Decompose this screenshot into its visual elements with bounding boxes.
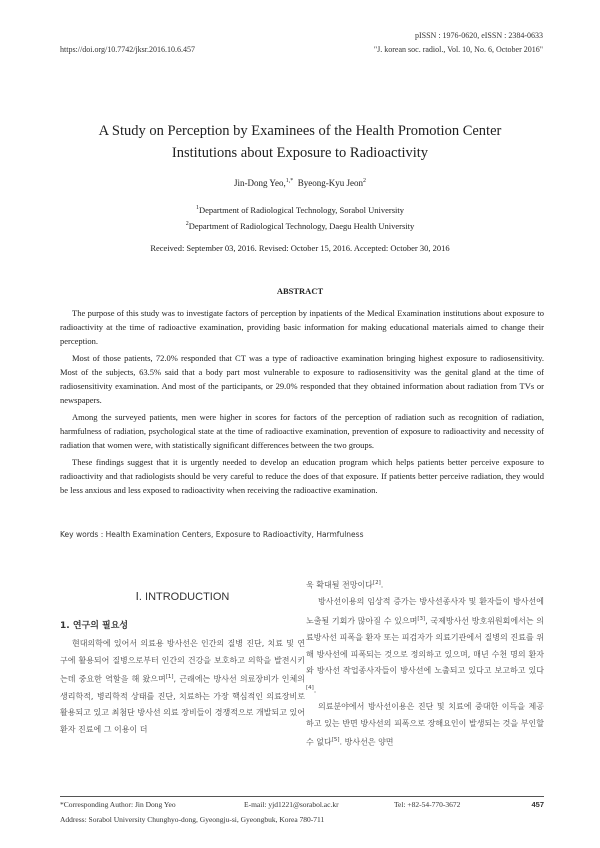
abstract-paragraph-3: Among the surveyed patients, men were higher in scores for factors of the perception of radiation such as recognition of radiation, harmfulness of radiation, psychological state at the time of radioactive examination, prevention of exposure to radioactivity and necessity of radiation that women were, with statistically significant differences between the two groups. bbox=[60, 412, 544, 450]
author-2-marker: 2 bbox=[363, 178, 366, 184]
citation-4[interactable]: [4] bbox=[306, 684, 314, 691]
issn-line: pISSN : 1976-0620, eISSN : 2384-0633 bbox=[414, 31, 543, 40]
intro-text-1a: 현대의학에 있어서 의료용 방사선은 인간의 질병 진단, 치료 및 연구에 활용되어 질병으로부터 인간의 건강을 보호하고 의학을 발전시키는데 중요한 역할을 해 왔으며 bbox=[60, 639, 305, 685]
intro-paragraph-cont bbox=[306, 575, 544, 594]
paper-title bbox=[40, 120, 560, 164]
abstract-paragraph-2: Most of those patients, 72.0% responded that CT was a type of radioactive examination bringing highest exposure to radiosensitivity. Most of the subjects, 63.5% said that a body part most vulnerable to exposure to radiosensitivity was the genital gland at the time of radiosensitivity examination. And most of the participants, or 29.0% responded that they obtained information about radiation from TVs or newspapers. bbox=[60, 353, 544, 405]
affiliation-1-text: Department of Radiological Technology, Sorabol University bbox=[198, 205, 404, 215]
intro-text-cont: 욱 확대될 전망이다 bbox=[306, 580, 373, 590]
keywords: Key words : Health Examination Centers, Exposure to Radioactivity, Harmfulness bbox=[60, 530, 364, 539]
intro-paragraph-2 bbox=[306, 594, 544, 699]
intro-paragraph-3 bbox=[306, 699, 544, 751]
affiliation-1-marker: 1 bbox=[195, 205, 199, 212]
intro-text-3b: . 방사선은 양면 bbox=[339, 737, 394, 747]
affiliation-2-text: Department of Radiological Technology, Daegu Health University bbox=[188, 221, 415, 231]
title-line-1: A Study on Perception by Examinees of the Health Promotion Center bbox=[98, 123, 502, 139]
intro-paragraph-1 bbox=[60, 636, 305, 738]
left-column bbox=[60, 575, 305, 738]
period: . bbox=[313, 685, 317, 695]
received-dates: Received: September 03, 2016. Revised: October 15, 2016. Accepted: October 30, 2016 bbox=[150, 243, 450, 253]
citation-3[interactable]: [3] bbox=[417, 615, 426, 622]
page-number: 457 bbox=[531, 800, 544, 809]
author-1-marker: 1,* bbox=[285, 178, 294, 184]
footer-address: Address: Sorabol University Chunghyo-dong, Gyeongju-si, Gyeongbuk, Korea 780-711 bbox=[60, 815, 325, 824]
intro-text-2a: 방사선이용의 임상적 증가는 방사선종사자 및 환자들이 방사선에 노출될 기회가 많아질 수 있으며 bbox=[306, 597, 544, 626]
title-line-2: Institutions about Exposure to Radioactivity bbox=[171, 145, 429, 161]
abstract-heading: ABSTRACT bbox=[276, 286, 324, 296]
author-email[interactable]: E-mail: yjd1221@sorabol.ac.kr bbox=[244, 800, 339, 809]
author-phone: Tel: +82-54-770-3672 bbox=[394, 800, 461, 809]
author-1: Jin-Dong Yeo, bbox=[233, 178, 286, 188]
abstract-paragraph-4: These findings suggest that it is urgently needed to develop an education program which helps patients better perceive exposure to radioactivity and that radiologists should be very careful to reduce the does of that exposure. If patients better perceive radiation, they would be less anxious and less exposed to radioactivity when receiving the radioactive examination. bbox=[60, 457, 544, 495]
section-heading-introduction: Ⅰ. INTRODUCTION bbox=[135, 591, 230, 603]
abstract-body bbox=[60, 306, 544, 500]
intro-text-2b: , 국제방사선 방호위원회에서는 의료방사선 피폭을 환자 또는 피검자가 의료기관에서 질병의 진료를 위해 방사선에 피폭되는 것으로 정의하고 있으며, 매년 수천 명의 환자와 방사선 작업종사자들이 방사선에 노출되고 있다고 보고하고 있다 bbox=[306, 616, 544, 676]
intro-text-1b: , 근래에는 방사선 의료장비가 인체의 생리학적, 병리학적 상태를 진단, 치료하는 가장 핵심적인 의료장비로 활용되고 있고 최첨단 방사선 의료 장비들이 경쟁적으로 개발되고 있어 환자 진료에 그 이용이 더 bbox=[60, 675, 305, 734]
right-column bbox=[306, 575, 544, 752]
affiliation-1 bbox=[0, 205, 600, 215]
author-list bbox=[0, 178, 600, 188]
author-2: Byeong-Kyu Jeon bbox=[297, 178, 363, 188]
citation-1[interactable]: [1] bbox=[165, 674, 174, 681]
doi-link[interactable]: https://doi.org/10.7742/jksr.2016.10.6.457 bbox=[60, 45, 195, 54]
citation-2[interactable]: [2] bbox=[372, 580, 381, 586]
subsection-heading: 1. 연구의 필요성 bbox=[60, 620, 129, 631]
corresponding-author: *Corresponding Author: Jin Dong Yeo bbox=[60, 800, 176, 809]
footer-divider bbox=[60, 796, 544, 797]
journal-citation: "J. korean soc. radiol., Vol. 10, No. 6, October 2016" bbox=[373, 45, 543, 54]
affiliation-2-marker: 2 bbox=[185, 221, 189, 228]
intro-text-3a: 의료분야에서 방사선이용은 진단 및 치료에 중대한 이득을 제공하고 있는 반면 방사선의 피폭으로 장해요인이 발생되는 것을 부인할 수 없다 bbox=[306, 702, 544, 747]
period: . bbox=[380, 580, 384, 590]
affiliation-2 bbox=[0, 221, 600, 231]
citation-5[interactable]: [5] bbox=[331, 737, 340, 744]
abstract-paragraph-1: The purpose of this study was to investigate factors of perception by inpatients of the Medical Examination institutions about exposure to radioactivity at the time of radioactive examination, providing basic information for making educational materials aimed to change their perception. bbox=[60, 308, 544, 346]
